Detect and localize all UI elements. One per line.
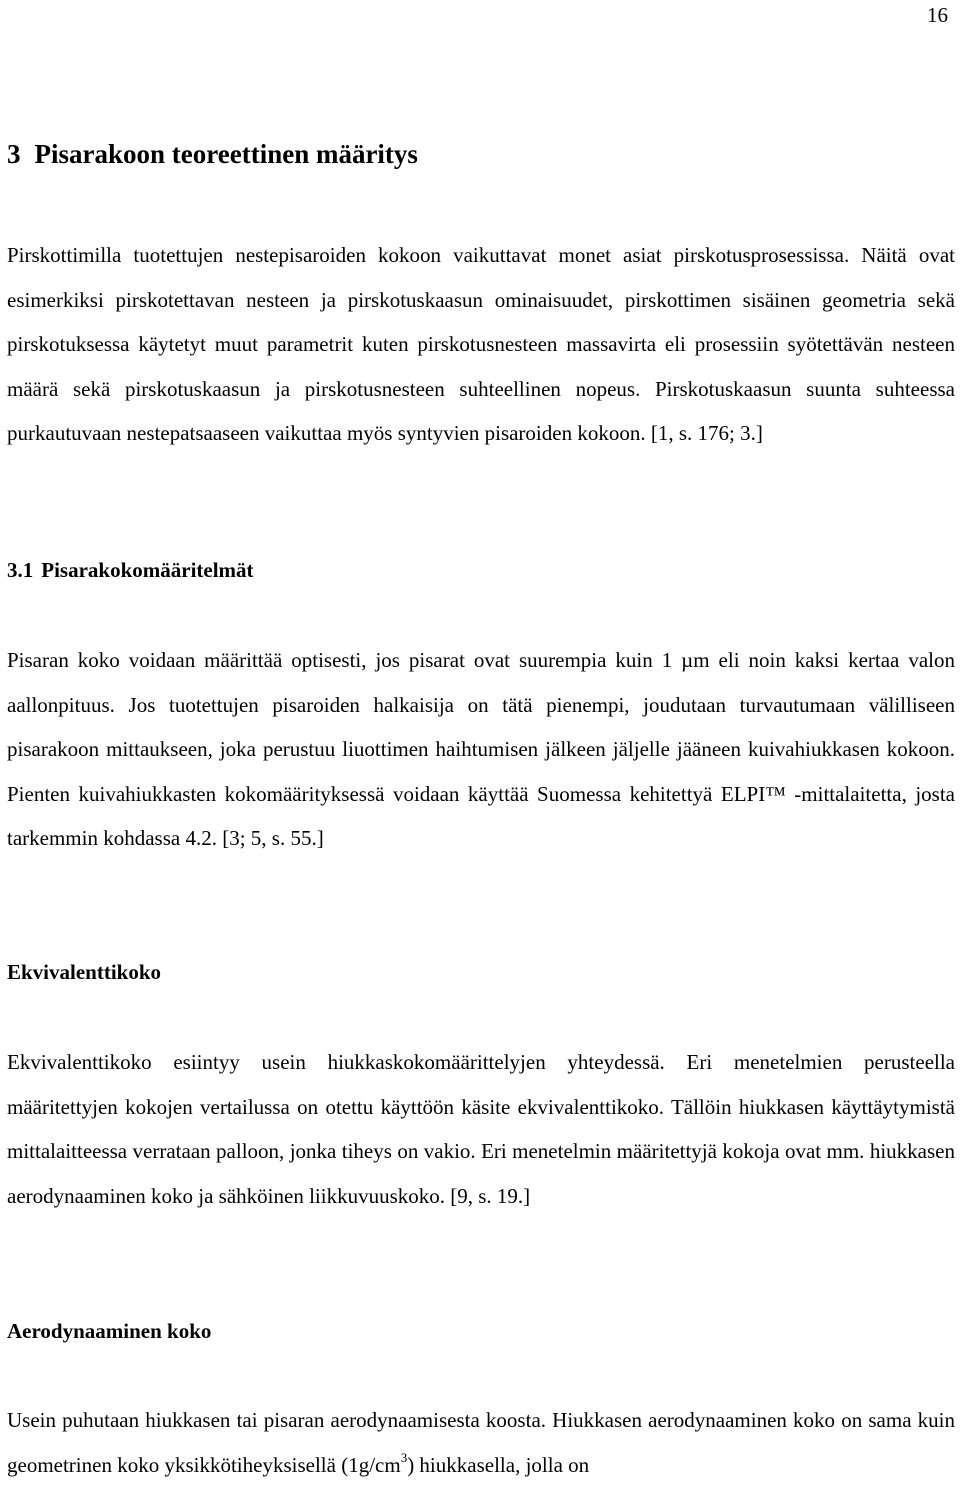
section-paragraph: Pisaran koko voidaan määrittää optisesti, jos pisarat ovat suurempia kuin 1 µm eli noin kaksi kertaa valon aallonpituus. Jos tuotettujen pisaroiden halkaisija on tätä pienempi, joudutaan turvautumaan välilliseen pisarakoon mittaukseen, joka perustuu liuottimen haihtumisen jälkeen jäljelle jääneen kuivahiukkasen kokoon. Pienten kuivahiukkasten kokomäärityksessä voidaan käyttää Suomessa kehitettyä ELPI™ -mittalaitetta, josta tarkemmin kohdassa 4.2. [3; 5, s. 55.]	[7, 648, 955, 851]
page-number: 16	[927, 3, 948, 27]
section-title: Pisarakokomääritelmät	[41, 558, 254, 582]
subsection-heading-equivalent: Ekvivalenttikoko	[7, 960, 162, 984]
subsection-heading-aerodynamic: Aerodynaaminen koko	[7, 1319, 212, 1343]
equivalent-paragraph: Ekvivalenttikoko esiintyy usein hiukkaskokomäärittelyjen yhteydessä. Eri menetelmien perusteella määritettyjen kokojen vertailussa on otettu käyttöön käsite ekvivalenttikoko. Tällöin hiukkasen käyttäytymistä mittalaitteessa verrataan palloon, jonka tiheys on vakio. Eri menetelmin määritettyjä kokoja ovat mm. hiukkasen aerodynaaminen koko ja sähköinen liikkuvuuskoko. [9, s. 19.]	[7, 1050, 955, 1208]
superscript-exponent: 3	[400, 1449, 408, 1465]
aerodynamic-paragraph-start: Usein puhutaan hiukkasen tai pisaran aerodynaamisesta koosta. Hiukkasen aerodynaaminen koko on sama kuin geometrinen koko yksikkötiheyksisellä (1g/cm	[7, 1408, 955, 1477]
section-number: 3.1	[7, 558, 34, 582]
aerodynamic-paragraph-end: ) hiukkasella, jolla on	[407, 1452, 590, 1477]
aerodynamic-paragraph	[7, 1398, 955, 1487]
chapter-number: 3	[7, 139, 21, 169]
intro-paragraph: Pirskottimilla tuotettujen nestepisaroiden kokoon vaikuttavat monet asiat pirskotusprosessissa. Näitä ovat esimerkiksi pirskotettavan nesteen ja pirskotuskaasun ominaisuudet, pirskottimen sisäinen geometria sekä pirskotuksessa käytetyt muut parametrit kuten pirskotusnesteen massavirta eli prosessiin syötettävän nesteen määrä sekä pirskotuskaasun ja pirskotusnesteen suhteellinen nopeus. Pirskotuskaasun suunta suhteessa purkautuvaan nestepatsaaseen vaikuttaa myös syntyvien pisaroiden kokoon. [1, s. 176; 3.]	[7, 243, 955, 446]
section-heading	[7, 556, 254, 584]
chapter-heading	[7, 137, 418, 171]
chapter-title: Pisarakoon teoreettinen määritys	[34, 139, 418, 169]
